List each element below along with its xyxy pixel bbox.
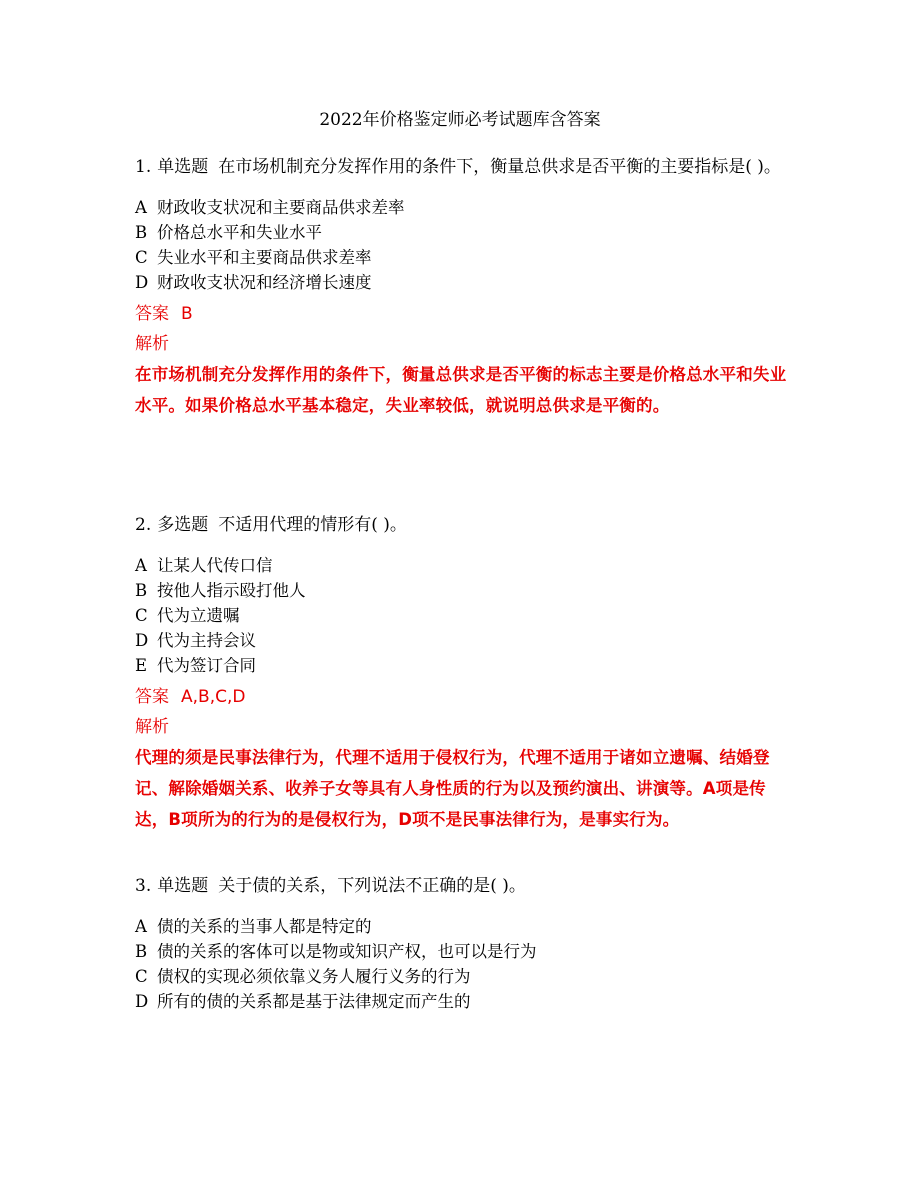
option-d: D 财政收支状况和经济增长速度 <box>135 273 372 292</box>
option-b: B 债的关系的客体可以是物或知识产权，也可以是行为 <box>135 942 537 961</box>
question-number: 2. <box>135 515 152 535</box>
analysis-label: 解析 <box>135 334 169 354</box>
option-a: A 债的关系的当事人都是特定的 <box>135 917 372 936</box>
question-text: 不适用代理的情形有( )。 <box>218 515 407 535</box>
option-list <box>135 553 790 678</box>
option-e: E 代为签订合同 <box>135 656 256 675</box>
analysis-text: 代理的须是民事法律行为，代理不适用于侵权行为，代理不适用于诸如立遗嘱、结婚登记、解除婚姻关系、收养子女等具有人身性质的行为以及预约演出、讲演等。A项是传达，B项所为的行为的是侵权行为，D项不是民事法律行为，是事实行为。 <box>135 748 770 829</box>
answer-label: 答案 <box>135 304 169 324</box>
question-type: 单选题 <box>157 876 209 896</box>
answer-value: B <box>181 304 193 324</box>
question-number: 3. <box>135 876 152 896</box>
question-1 <box>135 153 790 421</box>
answer-line <box>135 682 790 712</box>
question-stem <box>135 153 790 181</box>
option-list <box>135 195 790 295</box>
answer-line <box>135 299 790 329</box>
option-b: B 价格总水平和失业水平 <box>135 223 322 242</box>
option-c: C 债权的实现必须依靠义务人履行义务的行为 <box>135 967 471 986</box>
question-type: 多选题 <box>157 515 209 535</box>
question-stem <box>135 511 790 539</box>
question-stem <box>135 872 790 900</box>
question-text: 在市场机制充分发挥作用的条件下，衡量总供求是否平衡的主要指标是( )。 <box>218 157 781 177</box>
option-c: C 失业水平和主要商品供求差率 <box>135 248 372 267</box>
question-type: 单选题 <box>157 157 209 177</box>
answer-value: A,B,C,D <box>181 687 246 707</box>
answer-label: 答案 <box>135 687 169 707</box>
option-c: C 代为立遗嘱 <box>135 606 240 625</box>
option-b: B 按他人指示殴打他人 <box>135 581 306 600</box>
question-text: 关于债的关系，下列说法不正确的是( )。 <box>218 876 526 896</box>
analysis-label: 解析 <box>135 717 169 737</box>
question-2 <box>135 511 790 835</box>
question-number: 1. <box>135 157 152 177</box>
option-a: A 让某人代传口信 <box>135 556 273 575</box>
analysis-text: 在市场机制充分发挥作用的条件下，衡量总供求是否平衡的标志主要是价格总水平和失业水平。如果价格总水平基本稳定，失业率较低，就说明总供求是平衡的。 <box>135 365 787 415</box>
option-a: A 财政收支状况和主要商品供求差率 <box>135 198 405 217</box>
question-3 <box>135 872 790 1014</box>
document-title: 2022年价格鉴定师必考试题库含答案 <box>319 110 601 130</box>
option-list <box>135 914 790 1014</box>
option-d: D 所有的债的关系都是基于法律规定而产生的 <box>135 992 471 1011</box>
option-d: D 代为主持会议 <box>135 631 256 650</box>
